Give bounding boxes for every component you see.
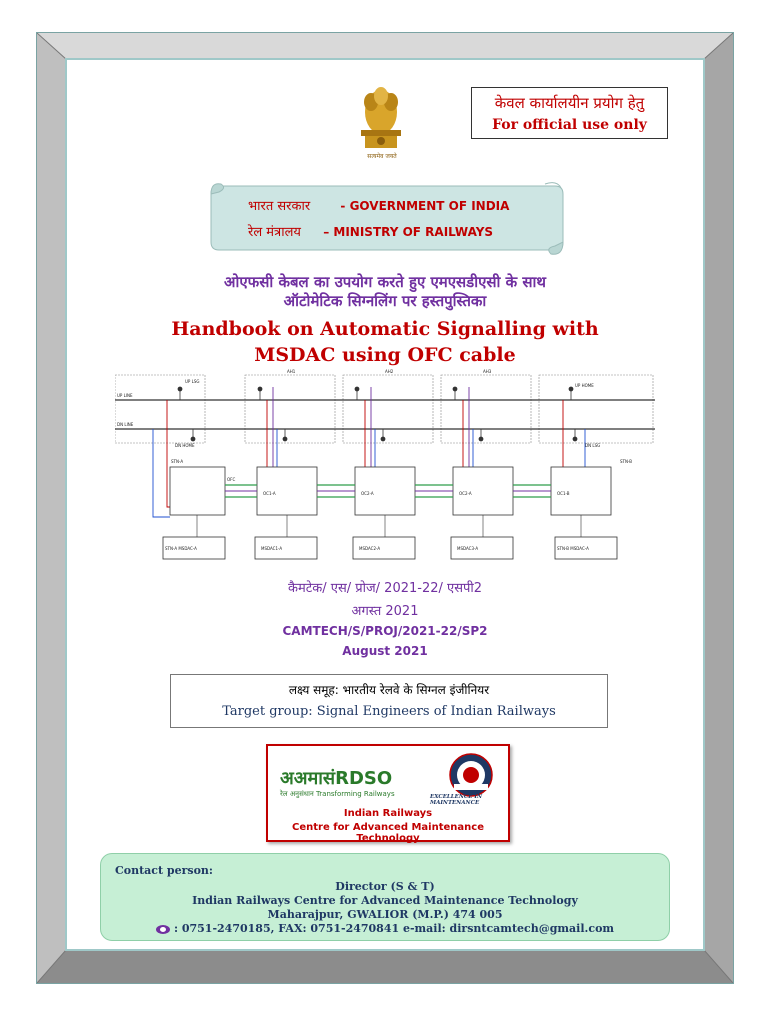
emblem-motto: सत्यमेव जयते	[367, 153, 397, 160]
english-title	[100, 316, 670, 368]
diagram-oc-2: OC2-A	[361, 491, 374, 496]
diagram-oc-4: OC1-B	[557, 491, 570, 496]
ministry-hindi: रेल मंत्रालय	[248, 225, 301, 240]
official-use-english: For official use only	[492, 117, 647, 133]
diagram-stn-a-label: STN-A	[171, 459, 184, 464]
contact-box	[100, 853, 670, 941]
contact-organization: Indian Railways Centre for Advanced Maintenance Technology	[192, 894, 578, 907]
diagram-dn-line-label: DN LINE	[117, 422, 134, 427]
diagram-up-home-label: UP HOME	[575, 383, 594, 388]
signalling-schematic-diagram	[115, 367, 655, 567]
diagram-ah1: AH1	[287, 369, 296, 374]
diagram-ah2: AH2	[385, 369, 394, 374]
diagram-oc-1: OC1-A	[263, 491, 276, 496]
date-hindi: अगस्त 2021	[351, 604, 419, 619]
diagram-msdac-1: STN-A MSDAC-A	[165, 546, 197, 551]
diagram-msdac-2: MSDAC1-A	[261, 546, 283, 551]
diagram-ah3: AH3	[483, 369, 492, 374]
official-use-hindi: केवल कार्यालयीन प्रयोग हेतु	[494, 94, 645, 112]
rdso-logo: अअमासंRDSO	[280, 768, 393, 789]
date-english: August 2021	[342, 644, 428, 658]
camtech-seal-icon	[448, 752, 494, 798]
diagram-msdac-4: MSDAC3-A	[457, 546, 479, 551]
diagram-up-line-label: UP LINE	[117, 393, 133, 398]
english-title-line1: Handbook on Automatic Signalling with	[171, 318, 599, 340]
contact-phone-row	[101, 922, 669, 935]
contact-address: Maharajpur, GWALIOR (M.P.) 474 005	[267, 908, 503, 921]
phone-icon	[156, 925, 170, 934]
diagram-dn-lsg-label: DN LSG	[585, 443, 601, 448]
rdso-tagline: रेल अनुसंधान Transforming Railways	[280, 790, 395, 798]
official-use-box	[471, 87, 668, 139]
diagram-ofc-label: OFC	[227, 477, 236, 482]
target-group-hindi: लक्ष्य समूह: भारतीय रेलवे के सिग्नल इंजीनियर	[288, 683, 490, 697]
contact-phone: : 0751-2470185, FAX: 0751-2470841 e-mail: dirsntcamtech@gmail.com	[173, 922, 615, 935]
diagram-stn-b-label: STN-B	[620, 459, 633, 464]
header-text	[248, 196, 509, 248]
govt-english: - GOVERNMENT OF INDIA	[340, 199, 510, 213]
diagram-up-lsg-label: UP LSG	[185, 379, 200, 384]
ministry-english: – MINISTRY OF RAILWAYS	[323, 225, 494, 239]
diagram-msdac-3: MSDAC2-A	[359, 546, 381, 551]
diagram-dn-home-label: DN HOME	[175, 443, 195, 448]
govt-hindi: भारत सरकार	[248, 199, 311, 214]
contact-designation: Director (S & T)	[335, 880, 435, 893]
hindi-title-line1: ओएफसी केबल का उपयोग करते हुए एमएसडीएसी के साथ	[224, 273, 546, 291]
document-codes	[100, 578, 670, 664]
contact-label: Contact person:	[115, 864, 213, 877]
code-english: CAMTECH/S/PROJ/2021-22/SP2	[282, 624, 488, 638]
org-name-line2: Centre for Advanced Maintenance Technology	[292, 822, 484, 844]
seal-caption: EXCELLENCE IN MAINTENANCE	[430, 794, 482, 806]
diagram-oc-3: OC2-A	[459, 491, 472, 496]
org-name-line1: Indian Railways	[343, 808, 433, 819]
code-hindi: कैमटेक/ एस/ प्रोज/ 2021-22/ एसपी2	[287, 581, 483, 596]
english-title-line2: MSDAC using OFC cable	[254, 344, 516, 366]
diagram-msdac-5: STN-B MSDAC-A	[557, 546, 589, 551]
target-group-english: Target group: Signal Engineers of Indian Railways	[222, 704, 556, 719]
camtech-logo-box	[266, 744, 510, 842]
hindi-title-line2: ऑटोमेटिक सिग्नलिंग पर हस्तपुस्तिका	[283, 292, 487, 310]
hindi-title	[100, 273, 670, 311]
target-group-box	[170, 674, 608, 728]
